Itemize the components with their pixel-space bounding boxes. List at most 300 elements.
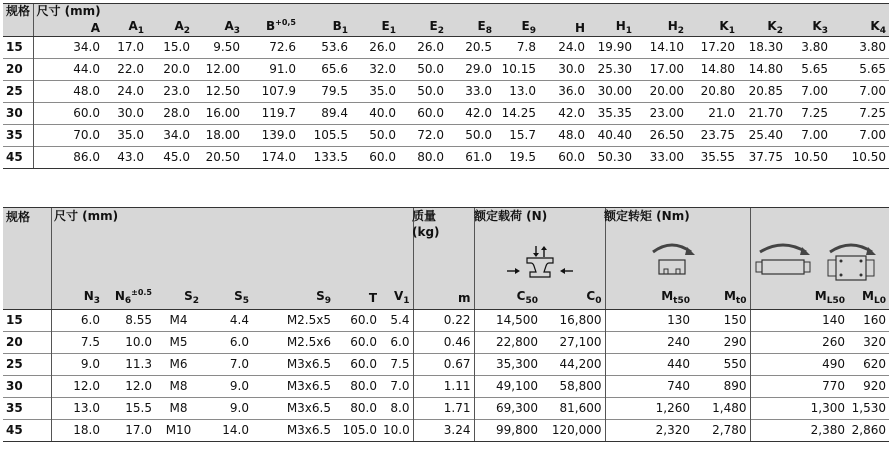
table-cell: 7.0 (202, 354, 252, 376)
column-symbol: K (812, 19, 822, 33)
table-cell: 11.3 (103, 354, 155, 376)
table-cell: 50.0 (399, 81, 447, 103)
table-cell: 10.50 (831, 147, 889, 169)
table-cell: 13.0 (51, 398, 103, 420)
table-cell: 14,500 (474, 310, 541, 332)
column-subscript: 2 (776, 26, 783, 36)
table-cell: 58,800 (541, 376, 605, 398)
table-cell: 10.15 (495, 59, 539, 81)
rated-load-header: 额定载荷 (N) (474, 209, 548, 223)
table-cell: 174.0 (243, 147, 299, 169)
table-cell: M4 (155, 310, 202, 332)
column-symbol: E (381, 19, 390, 33)
table-cell: 33.00 (635, 147, 687, 169)
table-cell: 14.80 (687, 59, 738, 81)
table-cell: 22,800 (474, 332, 541, 354)
table-cell: 16.00 (193, 103, 243, 125)
column-subscript: 5 (242, 296, 249, 306)
table-cell: 99,800 (474, 420, 541, 442)
column-subscript: t0 (735, 296, 747, 306)
table-cell: 60.0 (539, 147, 588, 169)
table-cell: 2,320 (605, 420, 693, 442)
table-cell: 13.0 (495, 81, 539, 103)
row-spec: 15 (3, 310, 51, 332)
column-symbol: A (90, 21, 100, 35)
column-subscript: 9 (324, 296, 331, 306)
table-cell: 240 (605, 332, 693, 354)
table-cell: 60.0 (351, 147, 399, 169)
table-cell: 29.0 (447, 59, 495, 81)
table-cell: 50.30 (588, 147, 635, 169)
column-subscript: t50 (673, 296, 690, 306)
column-header-h2 (635, 18, 687, 37)
table-cell: 890 (693, 376, 750, 398)
table-cell: 27,100 (541, 332, 605, 354)
table-cell: 7.5 (51, 332, 103, 354)
table-cell: 920 (848, 376, 889, 398)
table-row (3, 310, 889, 332)
table-cell: M6 (155, 354, 202, 376)
table-cell: 32.0 (351, 59, 399, 81)
table-cell: 60.0 (334, 354, 380, 376)
table-cell: 12.0 (51, 376, 103, 398)
table-cell: 15.7 (495, 125, 539, 147)
table-cell: 5.65 (786, 59, 831, 81)
column-symbol: m (457, 291, 471, 305)
column-header-a (33, 18, 103, 37)
table-cell: 2,860 (848, 420, 889, 442)
table-cell: 550 (693, 354, 750, 376)
dimension-group-header-2: 尺寸 (mm) (54, 209, 119, 223)
table-cell: 40.0 (351, 103, 399, 125)
column-header-a3 (193, 18, 243, 37)
table-cell: 6.0 (51, 310, 103, 332)
table-cell: 260 (750, 332, 848, 354)
table-cell: 3.80 (831, 37, 889, 59)
column-subscript: 0 (595, 296, 602, 306)
column-symbol: E (477, 19, 486, 33)
longitudinal-moment-top-icon (822, 238, 880, 284)
row-spec: 45 (3, 420, 51, 442)
column-symbol: K (767, 19, 777, 33)
column-header-h1 (588, 18, 635, 37)
table-cell: 17.00 (635, 59, 687, 81)
table-cell: 21.0 (687, 103, 738, 125)
column-symbol: H (667, 19, 678, 33)
table-cell: 35.35 (588, 103, 635, 125)
table-cell: 25.40 (738, 125, 786, 147)
row-spec: 20 (3, 332, 51, 354)
column-symbol: S (316, 289, 325, 303)
table-cell: 30.0 (103, 103, 147, 125)
table-cell: 23.00 (635, 103, 687, 125)
table-cell: 20.85 (738, 81, 786, 103)
table-cell: 7.00 (786, 81, 831, 103)
table-cell: 8.0 (380, 398, 413, 420)
column-header-k3 (786, 18, 831, 37)
table-cell: 2,380 (750, 420, 848, 442)
table-cell: 20.50 (193, 147, 243, 169)
table-cell: 34.0 (147, 125, 193, 147)
table-cell: 30.00 (588, 81, 635, 103)
table-cell: 105.0 (334, 420, 380, 442)
table-cell: 50.0 (399, 59, 447, 81)
table-row (3, 59, 889, 81)
table-cell: M3x6.5 (252, 420, 334, 442)
row-spec: 35 (3, 125, 33, 147)
table-row (3, 398, 889, 420)
column-symbol: B (332, 19, 342, 33)
table-cell: 23.0 (147, 81, 193, 103)
table-cell: 0.22 (413, 310, 474, 332)
column-header-mt0 (693, 208, 750, 310)
row-spec: 30 (3, 103, 33, 125)
load-diagram-icon (505, 244, 575, 282)
column-header-s2 (155, 208, 202, 310)
column-subscript: 2 (192, 296, 199, 306)
column-header-t (334, 208, 380, 310)
table-cell: 119.7 (243, 103, 299, 125)
table-cell: 70.0 (33, 125, 103, 147)
table-cell: 25.30 (588, 59, 635, 81)
table-cell: 12.0 (103, 376, 155, 398)
table-cell: 620 (848, 354, 889, 376)
table-cell: 14.10 (635, 37, 687, 59)
table-cell: 14.80 (738, 59, 786, 81)
table-cell: 26.0 (351, 37, 399, 59)
column-symbol: A (224, 19, 234, 33)
table-cell: 7.00 (831, 125, 889, 147)
column-subscript: 1 (403, 296, 410, 306)
table-cell: 20.80 (687, 81, 738, 103)
table-cell: 150 (693, 310, 750, 332)
table-cell: 26.0 (399, 37, 447, 59)
column-header-e1 (351, 18, 399, 37)
table-cell: 69,300 (474, 398, 541, 420)
table-cell: 1,300 (750, 398, 848, 420)
table-cell: 20.0 (147, 59, 193, 81)
column-subscript: L50 (826, 296, 845, 306)
column-superscript: +0,5 (275, 18, 296, 27)
column-symbol: M (723, 289, 736, 303)
table-cell: 1,260 (605, 398, 693, 420)
table-cell: 19.90 (588, 37, 635, 59)
table-row (3, 147, 889, 169)
table-cell: M8 (155, 376, 202, 398)
column-subscript: 8 (485, 26, 492, 36)
table-cell: 42.0 (539, 103, 588, 125)
table-cell: 440 (605, 354, 693, 376)
table-cell: 10.50 (786, 147, 831, 169)
table-cell: 91.0 (243, 59, 299, 81)
table-row (3, 420, 889, 442)
table-cell: 9.50 (193, 37, 243, 59)
table-cell: 48.0 (539, 125, 588, 147)
column-symbol: M (814, 289, 827, 303)
table-cell: 48.0 (33, 81, 103, 103)
table-cell: 40.40 (588, 125, 635, 147)
table-cell: 72.0 (399, 125, 447, 147)
column-symbol: S (234, 289, 243, 303)
table-row (3, 103, 889, 125)
table-cell: 320 (848, 332, 889, 354)
column-subscript: 4 (879, 26, 886, 36)
table-cell: 160 (848, 310, 889, 332)
table-cell: 770 (750, 376, 848, 398)
table-cell: 30.0 (539, 59, 588, 81)
table-cell: M2.5x6 (252, 332, 334, 354)
table-cell: 1,480 (693, 398, 750, 420)
table-cell: 60.0 (33, 103, 103, 125)
table-cell: 107.9 (243, 81, 299, 103)
table-cell: 120,000 (541, 420, 605, 442)
table-cell: 490 (750, 354, 848, 376)
table-cell: 65.6 (299, 59, 351, 81)
table-cell: 7.00 (831, 81, 889, 103)
column-subscript: 50 (525, 296, 538, 306)
table-cell: 0.46 (413, 332, 474, 354)
table-cell: 14.25 (495, 103, 539, 125)
table-cell: 44,200 (541, 354, 605, 376)
table-cell: M3x6.5 (252, 376, 334, 398)
rated-torque-header: 额定转矩 (Nm) (604, 209, 690, 223)
table-row (3, 376, 889, 398)
column-header-k4 (831, 18, 889, 37)
column-subscript: L0 (874, 296, 886, 306)
table-cell: 9.0 (202, 398, 252, 420)
table-cell: 15.5 (103, 398, 155, 420)
table-cell: 43.0 (103, 147, 147, 169)
table-cell: 4.4 (202, 310, 252, 332)
table-cell: 86.0 (33, 147, 103, 169)
column-symbol: H (615, 19, 626, 33)
column-subscript: 1 (137, 26, 144, 36)
column-symbol: C (586, 289, 596, 303)
column-header-h (539, 18, 588, 37)
table-cell: 50.0 (447, 125, 495, 147)
table-cell: 14.0 (202, 420, 252, 442)
column-symbol: N (114, 289, 125, 303)
row-spec: 25 (3, 81, 33, 103)
table-cell: 33.0 (447, 81, 495, 103)
table-cell: 45.0 (147, 147, 193, 169)
row-spec: 25 (3, 354, 51, 376)
table-cell: 42.0 (447, 103, 495, 125)
table-row (3, 125, 889, 147)
table-cell: 17.20 (687, 37, 738, 59)
table-cell: 53.6 (299, 37, 351, 59)
table-cell: 23.75 (687, 125, 738, 147)
table-cell: 26.50 (635, 125, 687, 147)
table-cell: 10.0 (103, 332, 155, 354)
table-cell: M8 (155, 398, 202, 420)
column-superscript: ±0.5 (131, 288, 152, 297)
column-subscript: 1 (728, 26, 735, 36)
table-cell: 10.0 (380, 420, 413, 442)
table-cell: 16,800 (541, 310, 605, 332)
table-cell: 24.0 (103, 81, 147, 103)
table-cell: 61.0 (447, 147, 495, 169)
table-cell: 9.0 (51, 354, 103, 376)
table-cell: 81,600 (541, 398, 605, 420)
table-cell: M10 (155, 420, 202, 442)
table-cell: M3x6.5 (252, 354, 334, 376)
table-cell: 1.11 (413, 376, 474, 398)
table-cell: 22.0 (103, 59, 147, 81)
table-cell: 0.67 (413, 354, 474, 376)
table-cell: 28.0 (147, 103, 193, 125)
mass-unit: (kg) (412, 225, 440, 239)
table-cell: 9.0 (202, 376, 252, 398)
column-symbol: M (862, 289, 874, 303)
table-cell: M5 (155, 332, 202, 354)
table-cell: 24.0 (539, 37, 588, 59)
table-cell: 7.0 (380, 376, 413, 398)
column-subscript: 3 (93, 296, 100, 306)
column-symbol: B (265, 19, 276, 33)
table-cell: 12.00 (193, 59, 243, 81)
table-cell: 20.00 (635, 81, 687, 103)
column-subscript: 1 (341, 26, 348, 36)
table-cell: 17.0 (103, 37, 147, 59)
column-symbol: T (368, 291, 377, 305)
column-symbol: S (184, 289, 193, 303)
table-cell: 5.4 (380, 310, 413, 332)
table-cell: 290 (693, 332, 750, 354)
column-header-k2 (738, 18, 786, 37)
table-cell: 1,530 (848, 398, 889, 420)
table-cell: 3.80 (786, 37, 831, 59)
table-cell: 72.6 (243, 37, 299, 59)
table-cell: 80.0 (334, 398, 380, 420)
column-subscript: 3 (233, 26, 240, 36)
table-cell: 60.0 (334, 310, 380, 332)
table-cell: 80.0 (399, 147, 447, 169)
table-cell: 12.50 (193, 81, 243, 103)
table-cell: 35.0 (351, 81, 399, 103)
column-header-s9 (252, 208, 334, 310)
dimensions-table-1 (3, 3, 889, 169)
table-cell: 7.8 (495, 37, 539, 59)
table-cell: 80.0 (334, 376, 380, 398)
column-header-s5 (202, 208, 252, 310)
table-cell: 6.0 (380, 332, 413, 354)
column-symbol: K (719, 19, 729, 33)
column-subscript: 9 (529, 26, 536, 36)
column-header-a2 (147, 18, 193, 37)
table-cell: 140 (750, 310, 848, 332)
table-cell: 7.25 (786, 103, 831, 125)
table-cell: 740 (605, 376, 693, 398)
column-subscript: 2 (183, 26, 190, 36)
column-symbol: E (521, 19, 530, 33)
table-cell: 133.5 (299, 147, 351, 169)
row-spec: 35 (3, 398, 51, 420)
column-symbol: K (870, 19, 880, 33)
column-symbol: A (174, 19, 184, 33)
table-cell: M3x6.5 (252, 398, 334, 420)
torsional-moment-icon (647, 238, 697, 282)
column-header-e8 (447, 18, 495, 37)
table-cell: 8.55 (103, 310, 155, 332)
table-cell: 15.0 (147, 37, 193, 59)
table-cell: 60.0 (334, 332, 380, 354)
table-cell: 7.00 (786, 125, 831, 147)
column-symbol: A (128, 19, 138, 33)
table-cell: 37.75 (738, 147, 786, 169)
column-subscript: 6 (124, 296, 132, 306)
column-header-a1 (103, 18, 147, 37)
table-cell: 19.5 (495, 147, 539, 169)
table-cell: 89.4 (299, 103, 351, 125)
table-cell: M2.5x5 (252, 310, 334, 332)
table-row (3, 37, 889, 59)
column-header-k1 (687, 18, 738, 37)
table-cell: 44.0 (33, 59, 103, 81)
table-cell: 50.0 (351, 125, 399, 147)
column-symbol: H (574, 21, 585, 35)
table-cell: 60.0 (399, 103, 447, 125)
table-cell: 105.5 (299, 125, 351, 147)
row-spec: 30 (3, 376, 51, 398)
column-symbol: C (516, 289, 526, 303)
mass-header: 质量 (412, 209, 437, 223)
column-symbol: E (429, 19, 438, 33)
table-cell: 3.24 (413, 420, 474, 442)
column-header-e9 (495, 18, 539, 37)
table-cell: 18.0 (51, 420, 103, 442)
table-cell: 34.0 (33, 37, 103, 59)
column-symbol: N (83, 289, 94, 303)
column-symbol: V (393, 289, 404, 303)
table-cell: 20.5 (447, 37, 495, 59)
spec-header: 规格 (3, 4, 33, 19)
column-header-v1 (380, 208, 413, 310)
row-spec: 20 (3, 59, 33, 81)
column-subscript: 2 (437, 26, 444, 36)
dimension-group-header: 尺寸 (mm) (33, 4, 889, 19)
table-cell: 18.00 (193, 125, 243, 147)
table-cell: 130 (605, 310, 693, 332)
table-cell: 35.55 (687, 147, 738, 169)
column-symbol: M (661, 289, 674, 303)
longitudinal-moment-side-icon (752, 238, 814, 282)
table-cell: 18.30 (738, 37, 786, 59)
column-subscript: 3 (821, 26, 828, 36)
spec-header-2: 规格 (3, 208, 51, 310)
column-subscript: 2 (677, 26, 684, 36)
column-header-b1 (299, 18, 351, 37)
table-cell: 17.0 (103, 420, 155, 442)
column-subscript: 1 (389, 26, 396, 36)
table-cell: 79.5 (299, 81, 351, 103)
table-cell: 7.25 (831, 103, 889, 125)
table-row (3, 354, 889, 376)
table-cell: 7.5 (380, 354, 413, 376)
table-row (3, 332, 889, 354)
table-cell: 6.0 (202, 332, 252, 354)
table-row (3, 81, 889, 103)
table-cell: 49,100 (474, 376, 541, 398)
table-cell: 1.71 (413, 398, 474, 420)
table-cell: 35.0 (103, 125, 147, 147)
table-cell: 2,780 (693, 420, 750, 442)
table-cell: 21.70 (738, 103, 786, 125)
table-cell: 36.0 (539, 81, 588, 103)
row-spec: 15 (3, 37, 33, 59)
column-header-e2 (399, 18, 447, 37)
row-spec: 45 (3, 147, 33, 169)
